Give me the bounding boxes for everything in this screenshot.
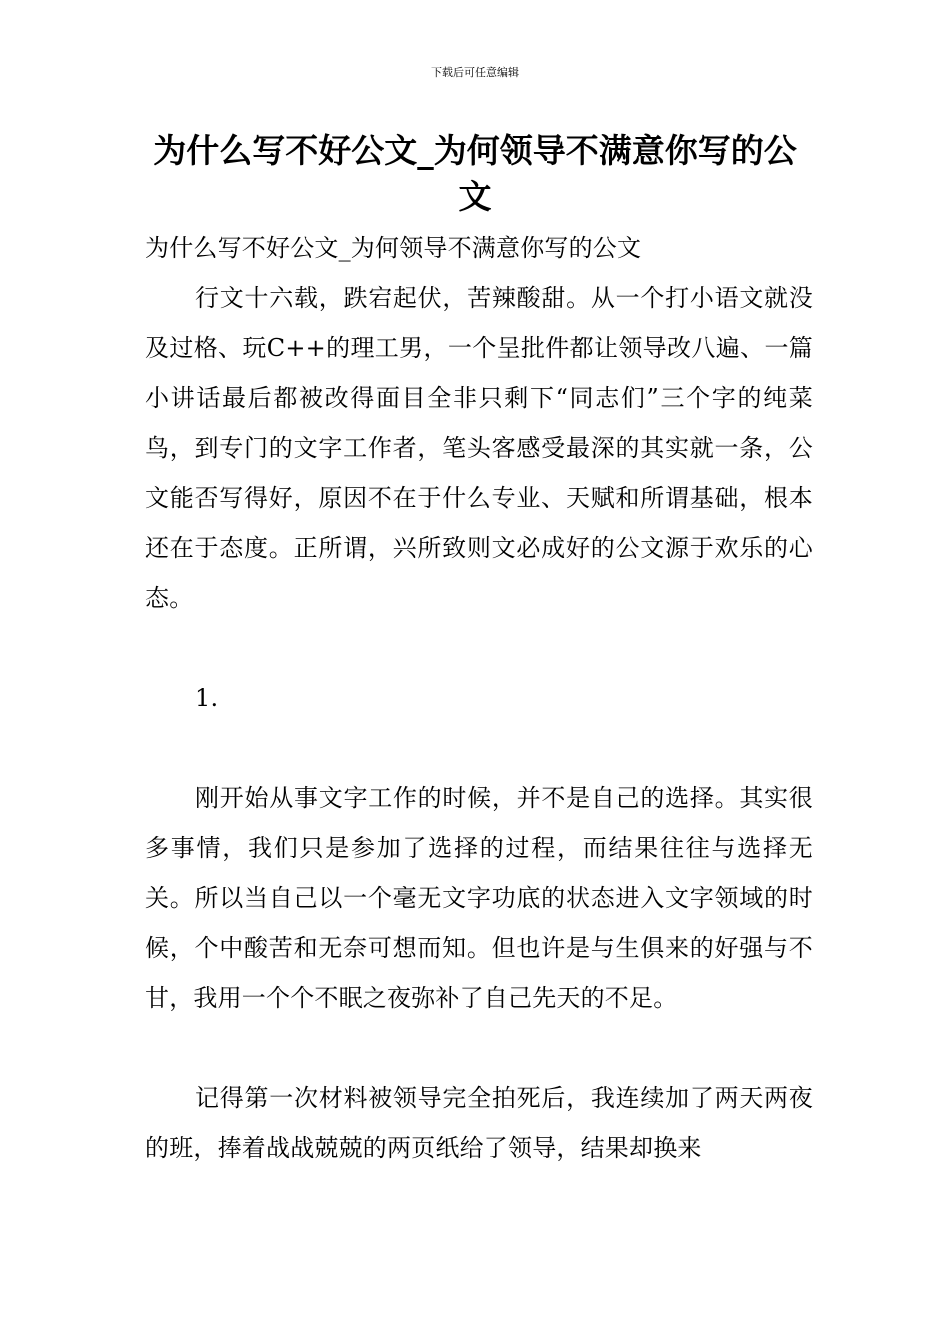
spacer <box>145 623 813 673</box>
spacer <box>145 1023 813 1073</box>
spacer <box>145 723 813 773</box>
document-title: 为什么写不好公文_为何领导不满意你写的公文 <box>153 131 797 216</box>
section-number: 1. <box>195 684 219 712</box>
paragraph-2: 刚开始从事文字工作的时候，并不是自己的选择。其实很多事情，我们只是参加了选择的过程，而结果往往与选择无关。所以当自己以一个毫无文字功底的状态进入文字领域的时候，个中酸苦和无奈可想而知。但也许是与生俱来的好强与不甘，我用一个个不眠之夜弥补了自己先天的不足。 <box>145 784 813 1012</box>
document-body <box>145 223 813 1173</box>
header-note: 下载后可任意编辑 <box>431 66 519 79</box>
paragraph-3: 记得第一次材料被领导完全拍死后，我连续加了两天两夜的班，捧着战战兢兢的两页纸给了领导，结果却换来 <box>145 1084 813 1162</box>
subtitle-line: 为什么写不好公文_为何领导不满意你写的公文 <box>145 234 642 262</box>
paragraph-1: 行文十六载，跌宕起伏，苦辣酸甜。从一个打小语文就没及过格、玩C++的理工男，一个呈批件都让领导改八遍、一篇小讲话最后都被改得面目全非只剩下“同志们”三个字的纯菜鸟，到专门的文字工作者，笔头客感受最深的其实就一条，公文能否写得好，原因不在于什么专业、天赋和所谓基础，根本还在于态度。正所谓，兴所致则文必成好的公文源于欢乐的心态。 <box>145 284 813 612</box>
